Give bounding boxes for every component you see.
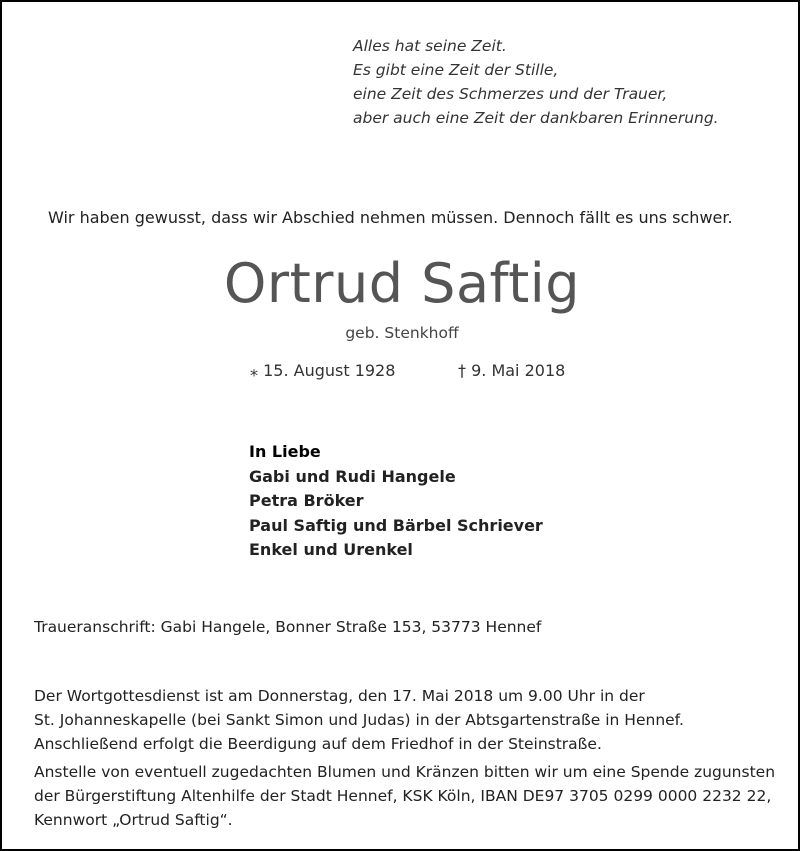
- donation-line: Anstelle von eventuell zugedachten Blumen und Kränzen bitten wir um eine Spende zugunsten: [34, 763, 776, 781]
- mourner-name: Paul Saftig und Bärbel Schriever: [249, 515, 543, 535]
- mourner-name: Enkel und Urenkel: [249, 540, 413, 559]
- donation-line: Kennwort „Ortrud Saftig“.: [34, 811, 233, 829]
- service-line: St. Johanneskapelle (bei Sankt Simon und Judas) in der Abtsgartenstraße in Hennef.: [34, 711, 684, 729]
- donation-line: der Bürgerstiftung Altenhilfe der Stadt Hennef, KSK Köln, IBAN DE97 3705 0299 0000 2232 22,: [34, 787, 772, 805]
- poem: [353, 34, 719, 130]
- poem-line: aber auch eine Zeit der dankbaren Erinnerung.: [353, 109, 719, 127]
- mourning-address: Traueranschrift: Gabi Hangele, Bonner Straße 153, 53773 Hennef: [34, 618, 542, 636]
- mourners-list: [249, 440, 543, 563]
- deceased-name: Ortrud Saftig: [223, 252, 581, 315]
- mourners-heading: In Liebe: [249, 442, 321, 461]
- poem-line: Alles hat seine Zeit.: [353, 37, 507, 55]
- death-date: † 9. Mai 2018: [458, 361, 566, 380]
- intro-text: Wir haben gewusst, dass wir Abschied nehmen müssen. Dennoch fällt es uns schwer.: [48, 208, 733, 227]
- service-line: Anschließend erfolgt die Beerdigung auf dem Friedhof in der Steinstraße.: [34, 735, 602, 753]
- poem-line: Es gibt eine Zeit der Stille,: [353, 61, 559, 79]
- service-line: Der Wortgottesdienst ist am Donnerstag, den 17. Mai 2018 um 9.00 Uhr in der: [34, 687, 645, 705]
- birth-date: ⁎ 15. August 1928: [250, 361, 396, 380]
- service-info: [34, 684, 684, 756]
- mourner-name: Gabi und Rudi Hangele: [249, 466, 456, 486]
- mourner-name: Petra Bröker: [249, 491, 364, 510]
- donation-info: [34, 760, 775, 832]
- poem-line: eine Zeit des Schmerzes und der Trauer,: [353, 85, 668, 103]
- birth-name: geb. Stenkhoff: [345, 324, 459, 342]
